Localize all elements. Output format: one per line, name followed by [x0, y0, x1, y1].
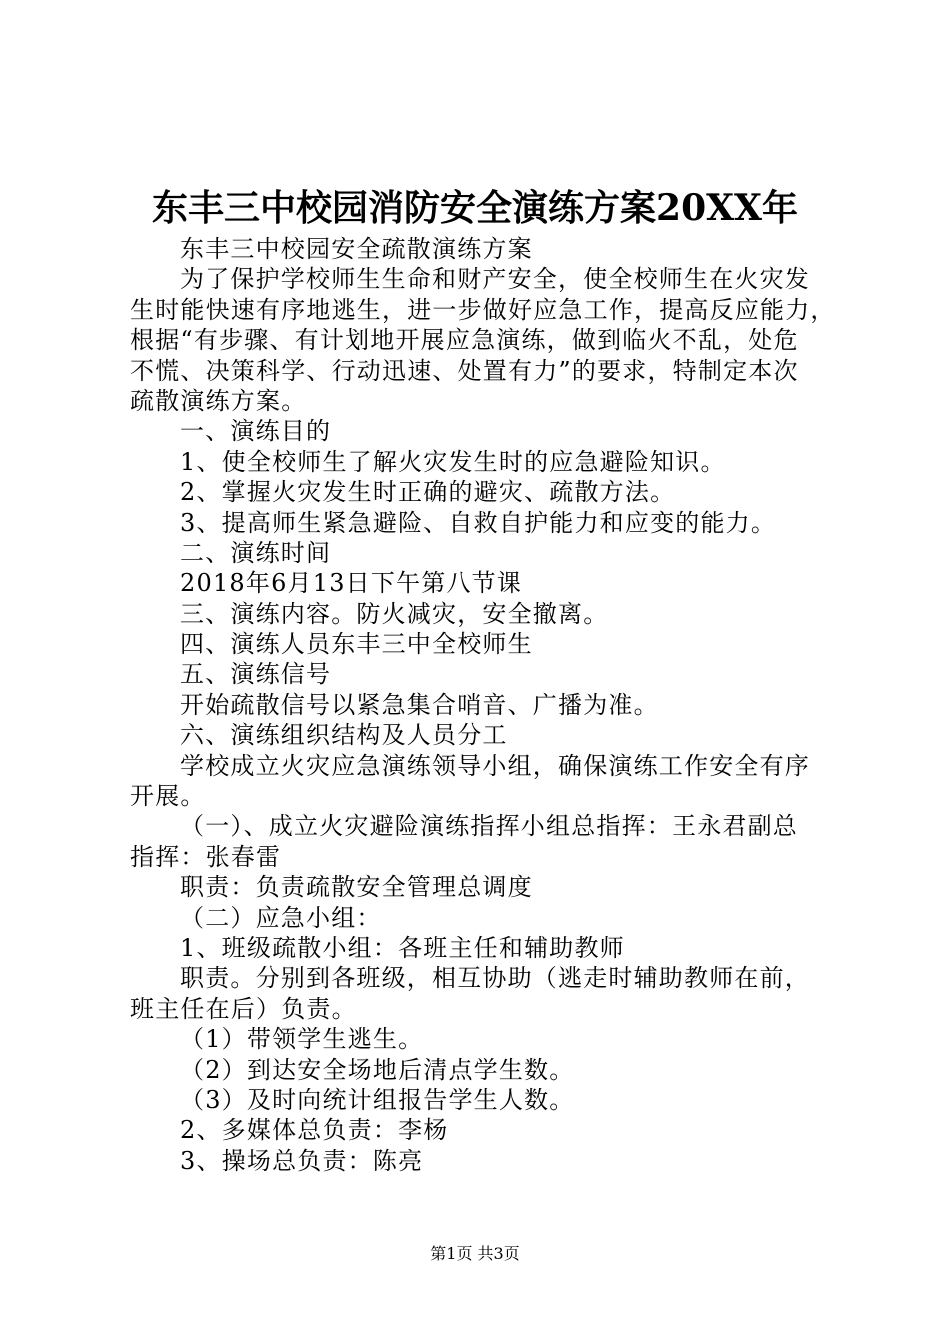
text-line: 疏散演练方案。	[130, 386, 307, 415]
text-line: 3、提高师生紧急避险、自救自护能力和应变的能力。	[180, 508, 777, 537]
text-line: 不慌、决策科学、行动迅速、处置有力”的要求，特制定本次	[130, 356, 799, 385]
document-title: 东丰三中校园消防安全演练方案20XX年	[152, 187, 798, 229]
text-line: （二）应急小组：	[180, 903, 382, 932]
text-line: 根据“有步骤、有计划地开展应急演练，做到临火不乱，处危	[130, 326, 799, 355]
page-footer: 第1页 共3页	[430, 1244, 520, 1263]
text-line: 指挥：张春雷	[130, 842, 282, 871]
text-line: 开始疏散信号以紧急集合哨音、广播为准。	[180, 690, 659, 719]
text-line: 1、使全校师生了解火灾发生时的应急避险知识。	[180, 447, 726, 476]
text-line: 班主任在后）负责。	[130, 994, 357, 1023]
text-line: （3）及时向统计组报告学生人数。	[180, 1085, 575, 1114]
text-line: 生时能快速有序地逃生，进一步做好应急工作，提高反应能力，	[130, 295, 836, 324]
text-line: 开展。	[130, 782, 206, 811]
text-line: 3、操场总负责：陈亮	[180, 1146, 424, 1175]
text-line: 2018年6月13日下午第八节课	[180, 569, 523, 598]
text-line: 二、演练时间	[180, 538, 332, 567]
text-line: 一、演练目的	[180, 417, 332, 446]
text-line: 职责。分别到各班级，相互协助（逃走时辅助教师在前，	[180, 964, 810, 993]
text-line: 2、掌握火灾发生时正确的避灾、疏散方法。	[180, 478, 676, 507]
text-line: （1）带领学生逃生。	[180, 1025, 424, 1054]
text-line: 五、演练信号	[180, 660, 332, 689]
text-line: 三、演练内容。防火减灾，安全撤离。	[180, 599, 609, 628]
text-line: 学校成立火灾应急演练领导小组，确保演练工作安全有序	[180, 751, 810, 780]
text-line: 四、演练人员东丰三中全校师生	[180, 630, 533, 659]
text-line: 2、多媒体总负责：李杨	[180, 1116, 449, 1145]
text-line: 职责：负责疏散安全管理总调度	[180, 873, 533, 902]
text-line: 六、演练组织结构及人员分工	[180, 721, 508, 750]
text-line: （2）到达安全场地后清点学生数。	[180, 1055, 575, 1084]
text-line: 东丰三中校园安全疏散演练方案	[180, 235, 533, 263]
text-line: （一）、成立火灾避险演练指挥小组总指挥：王永君副总	[180, 812, 798, 841]
document-body	[130, 234, 836, 1176]
text-line: 1、班级疏散小组：各班主任和辅助教师	[180, 933, 625, 962]
text-line: 为了保护学校师生生命和财产安全，使全校师生在火灾发	[180, 265, 810, 294]
